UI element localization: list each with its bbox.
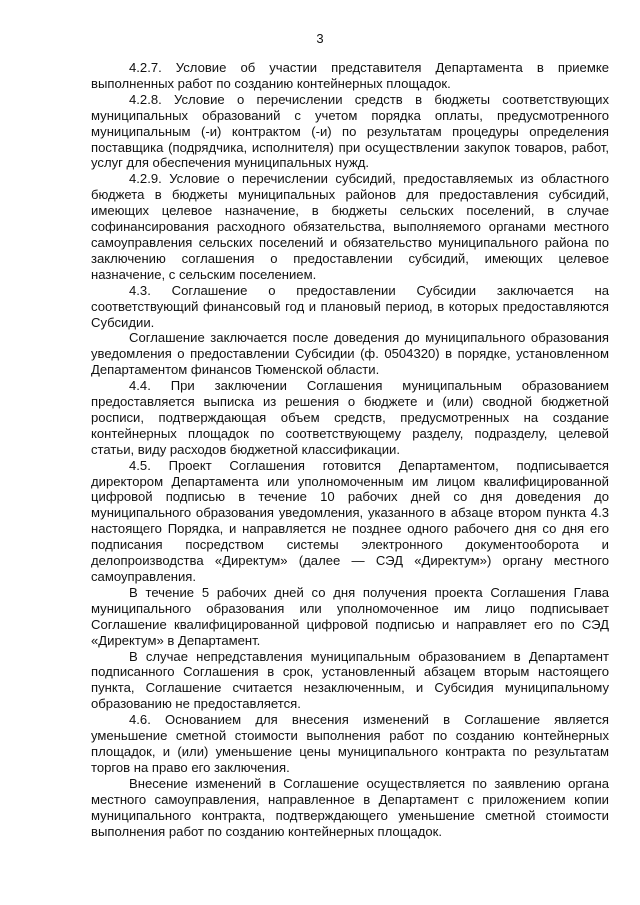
paragraph-4-5-second: В течение 5 рабочих дней со дня получения проекта Соглашения Глава муниципального образования или уполномоченное им лицо подписывает Соглашение квалифицированной цифровой подписью и направляет его по СЭД «Директум» в Департамент. [91,584,609,648]
paragraph-4-6: 4.6. Основанием для внесения изменений в Соглашение является уменьшение сметной стоимости выполнения работ по созданию контейнерных площадок, и (или) уменьшение цены муниципального контракта по результатам торгов на право его заключения. [91,712,609,775]
paragraph-4-6-second: Внесение изменений в Соглашение осуществляется по заявлению органа местного самоуправления, направленное в Департамент с приложением копии муниципального контракта, подтверждающего уменьшение сметной стоимости выполнения работ по созданию контейнерных площадок. [91,775,609,839]
paragraph-4-2-7: 4.2.7. Условие об участии представителя Департамента в приемке выполненных работ по созданию контейнерных площадок. [91,60,609,91]
paragraph-4-3-second: Соглашение заключается после доведения до муниципального образования уведомления о предоставлении Субсидии (ф. 0504320) в порядке, установленном Департаментом финансов Тюменской области. [91,330,609,378]
page-number: 3 [316,31,324,46]
paragraph-4-4: 4.4. При заключении Соглашения муниципальным образованием предоставляется выписка из решения о бюджете и (или) сводной бюджетной росписи, подтверждающая объем средств, предусмотренных на создание контейнерных площадок по соответствующему разделу, подразделу, целевой статьи, виду расходов бюджетной классификации. [91,378,609,457]
paragraph-4-5: 4.5. Проект Соглашения готовится Департаментом, подписывается директором Департамента или уполномоченным им лицом квалифицированной цифровой подписью в течение 10 рабочих дней со дня доведения до муниципального образования уведомления, указанного в абзаце втором пункта 4.3 настоящего Порядка, и направляется не позднее одного рабочего дня со дня его подписания посредством системы электронного документооборота и делопроизводства «Директум» (далее — СЭД «Директум») органу местного самоуправления. [91,457,609,584]
paragraph-4-2-8: 4.2.8. Условие о перечислении средств в бюджеты соответствующих муниципальных образований с учетом порядка оплаты, предусмотренного муниципальным (-и) контрактом (-и) по результатам процедуры определения поставщика (подрядчика, исполнителя) при осуществлении закупок товаров, работ, услуг для обеспечения муниципальных нужд. [91,91,609,171]
paragraph-4-3: 4.3. Соглашение о предоставлении Субсидии заключается на соответствующий финансовый год и плановый период, в которых предоставляются Субсидии. [91,282,609,330]
document-body [91,60,609,839]
paragraph-4-2-9: 4.2.9. Условие о перечислении субсидий, предоставляемых из областного бюджета в бюджеты муниципальных районов для предоставления субсидий, имеющих целевое назначение, в бюджеты сельских поселений, в случае софинансирования расходного обязательства, выполняемого органами местного самоуправления сельских поселений и обязательство муниципального района по заключению соглашения о предоставлении субсидий, имеющих целевое назначение, с сельским поселением. [91,171,609,282]
paragraph-4-5-third: В случае непредставления муниципальным образованием в Департамент подписанного Соглашения в срок, установленный абзацем вторым настоящего пункта, Соглашение считается незаключенным, и Субсидия муниципальному образованию не предоставляется. [91,648,609,712]
